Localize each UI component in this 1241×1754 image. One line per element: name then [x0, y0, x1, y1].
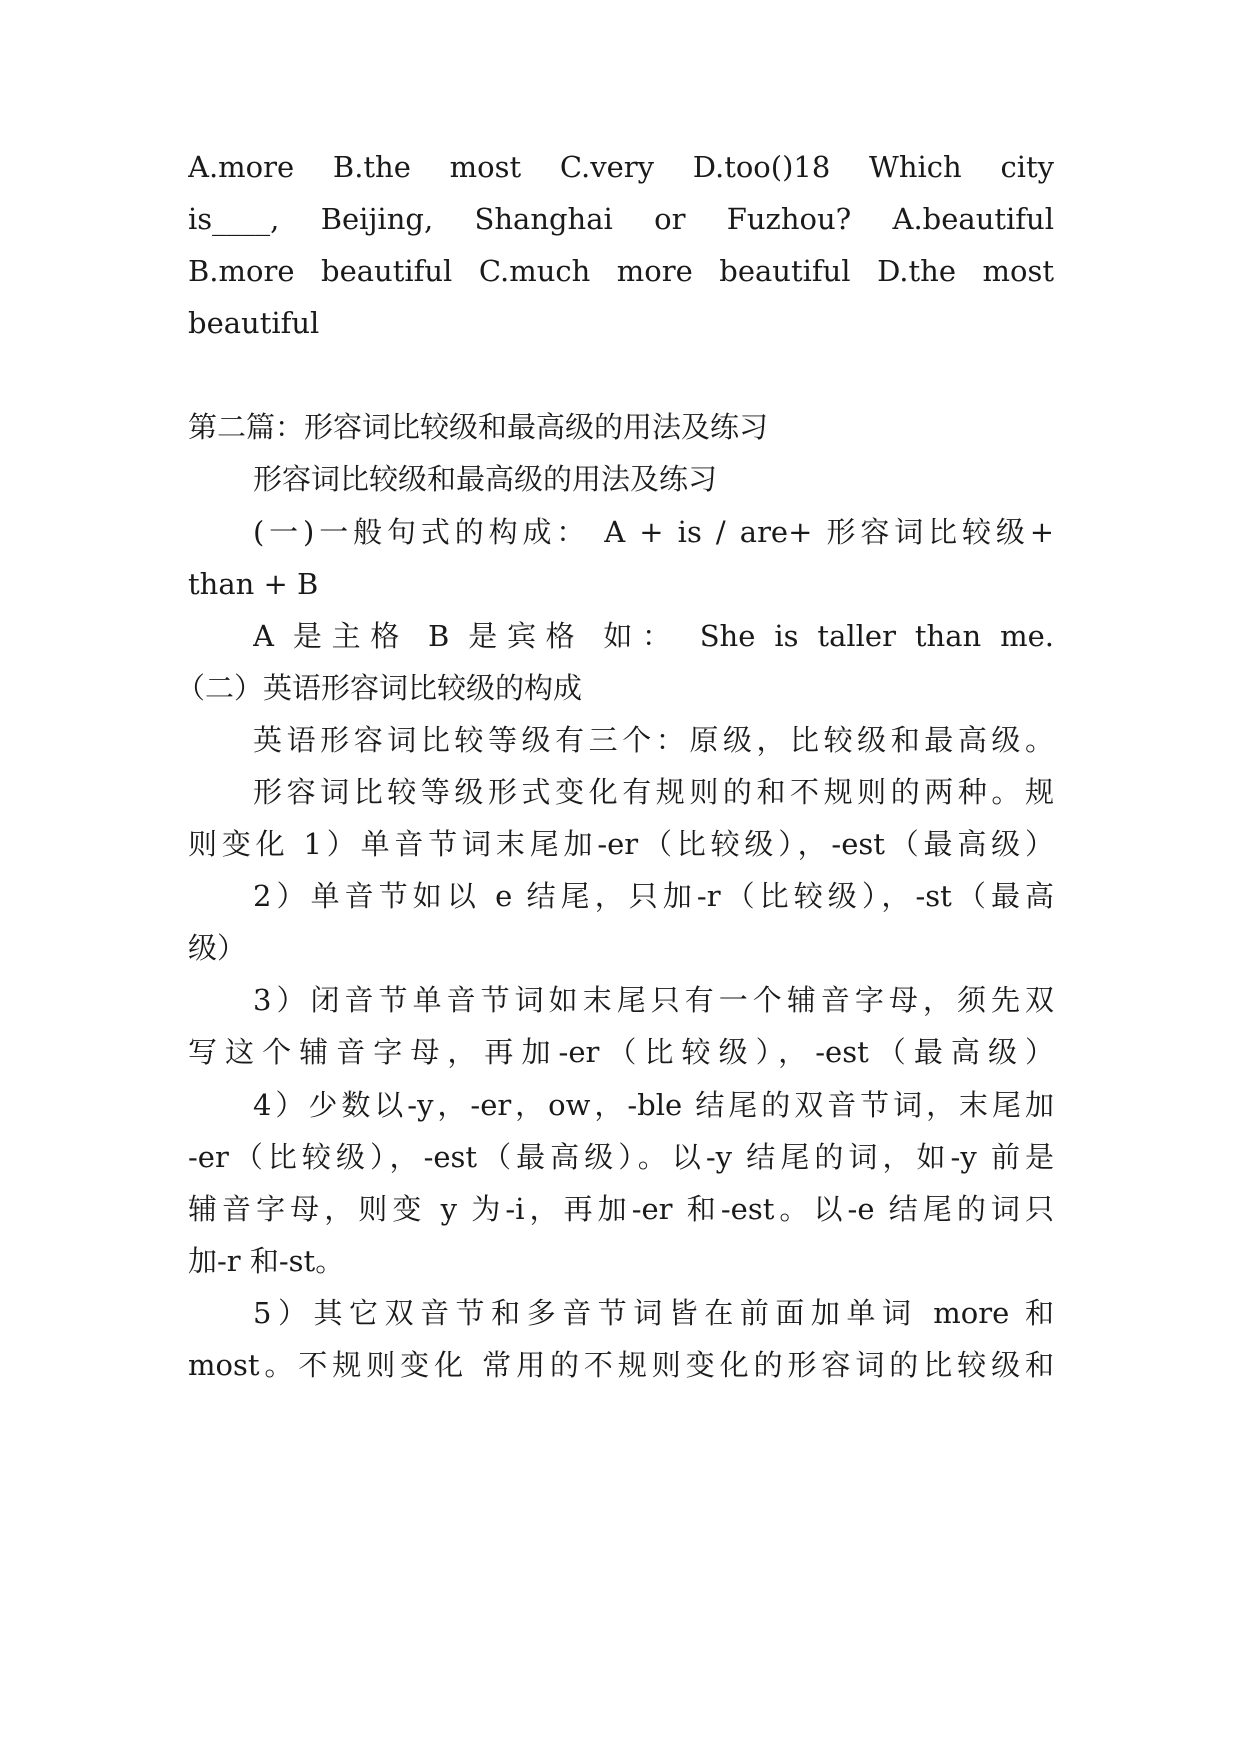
- paragraph-line: 形容词比较等级形式变化有规则的和不规则的两种。规: [253, 775, 1054, 809]
- paragraph-line: -er（比较级），-est（最高级）。以-y 结尾的词，如-y 前是: [188, 1140, 1054, 1174]
- paragraph-line: 2）单音节如以 e 结尾，只加-r（比较级），-st（最高: [253, 879, 1054, 913]
- paragraph-line: A 是主格 B 是宾格 如： She is taller than me.: [253, 619, 1054, 653]
- paragraph-line: 5）其它双音节和多音节词皆在前面加单词 more 和: [253, 1296, 1054, 1330]
- paragraph-line: 英语形容词比较等级有三个：原级，比较级和最高级。: [253, 723, 1054, 757]
- quiz-question-line: is____, Beijing, Shanghai or Fuzhou? A.beautiful: [188, 202, 1054, 236]
- paragraph-line: most。不规则变化 常用的不规则变化的形容词的比较级和: [188, 1348, 1054, 1382]
- quiz-options-line-3: beautiful: [188, 306, 320, 340]
- quiz-options-line-1: A.more B.the most C.very D.too()18 Which city: [188, 150, 1054, 184]
- paragraph-line: (一)一般句式的构成： A + is / are+ 形容词比较级+: [253, 515, 1054, 549]
- paragraph-heading: （二）英语形容词比较级的构成: [176, 671, 583, 705]
- paragraph-line: 则变化 1）单音节词末尾加-er（比较级），-est（最高级）: [188, 827, 1054, 861]
- section-subtitle: 形容词比较级和最高级的用法及练习: [253, 462, 718, 496]
- paragraph-line: 级）: [188, 931, 247, 965]
- paragraph-line: 3）闭音节单音节词如末尾只有一个辅音字母，须先双: [253, 983, 1054, 1017]
- section-title: 第二篇：形容词比较级和最高级的用法及练习: [188, 410, 769, 444]
- paragraph-line: than + B: [188, 567, 319, 601]
- quiz-options-line-2: B.more beautiful C.much more beautiful D.the most: [188, 254, 1054, 288]
- paragraph-line: 4）少数以-y，-er，ow，-ble 结尾的双音节词，末尾加: [253, 1088, 1054, 1122]
- paragraph-line: 辅音字母，则变 y 为-i，再加-er 和-est。以-e 结尾的词只: [188, 1192, 1054, 1226]
- paragraph-line: 加-r 和-st。: [188, 1244, 345, 1278]
- paragraph-line: 写这个辅音字母，再加-er（比较级），-est（最高级）: [188, 1035, 1054, 1069]
